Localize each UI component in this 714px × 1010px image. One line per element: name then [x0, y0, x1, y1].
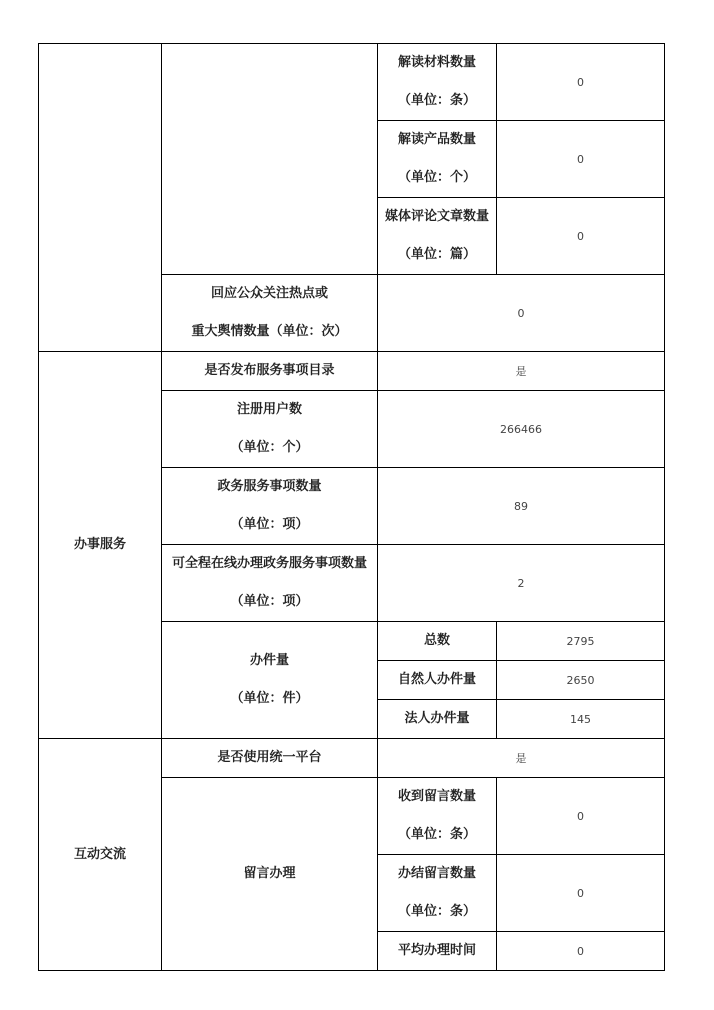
category-cell-empty: [39, 44, 162, 352]
products-label: 解读产品数量 （单位：个）: [378, 121, 497, 198]
media-label: 媒体评论文章数量 （单位：篇）: [378, 198, 497, 275]
volume-natural-label: 自然人办件量: [378, 661, 497, 700]
media-value: 0: [497, 198, 665, 275]
table-row: [39, 352, 665, 391]
volume-total-value: 2795: [497, 622, 665, 661]
online-label: 可全程在线办理政务服务事项数量 （单位：项）: [162, 545, 378, 622]
materials-label: 解读材料数量 （单位：条）: [378, 44, 497, 121]
volume-legal-value: 145: [497, 700, 665, 739]
hotspot-label: 回应公众关注热点或 重大舆情数量（单位：次）: [162, 275, 378, 352]
catalog-value: 是: [378, 352, 665, 391]
materials-value: 0: [497, 44, 665, 121]
volume-label: 办件量 （单位：件）: [162, 622, 378, 739]
products-value: 0: [497, 121, 665, 198]
volume-legal-label: 法人办件量: [378, 700, 497, 739]
volume-total-label: 总数: [378, 622, 497, 661]
table-row: [39, 44, 665, 121]
table-row: [39, 739, 665, 778]
received-value: 0: [497, 778, 665, 855]
category-interaction: 互动交流: [39, 739, 162, 971]
platform-label: 是否使用统一平台: [162, 739, 378, 778]
avg-time-label: 平均办理时间: [378, 932, 497, 971]
volume-natural-value: 2650: [497, 661, 665, 700]
messages-label: 留言办理: [162, 778, 378, 971]
users-value: 266466: [378, 391, 665, 468]
resolved-label: 办结留言数量 （单位：条）: [378, 855, 497, 932]
items-value: 89: [378, 468, 665, 545]
avg-time-value: 0: [497, 932, 665, 971]
hotspot-value: 0: [378, 275, 665, 352]
subcategory-cell-empty: [162, 44, 378, 275]
catalog-label: 是否发布服务事项目录: [162, 352, 378, 391]
category-service: 办事服务: [39, 352, 162, 739]
statistics-table: [38, 43, 665, 971]
resolved-value: 0: [497, 855, 665, 932]
received-label: 收到留言数量 （单位：条）: [378, 778, 497, 855]
platform-value: 是: [378, 739, 665, 778]
items-label: 政务服务事项数量 （单位：项）: [162, 468, 378, 545]
online-value: 2: [378, 545, 665, 622]
users-label: 注册用户数 （单位：个）: [162, 391, 378, 468]
